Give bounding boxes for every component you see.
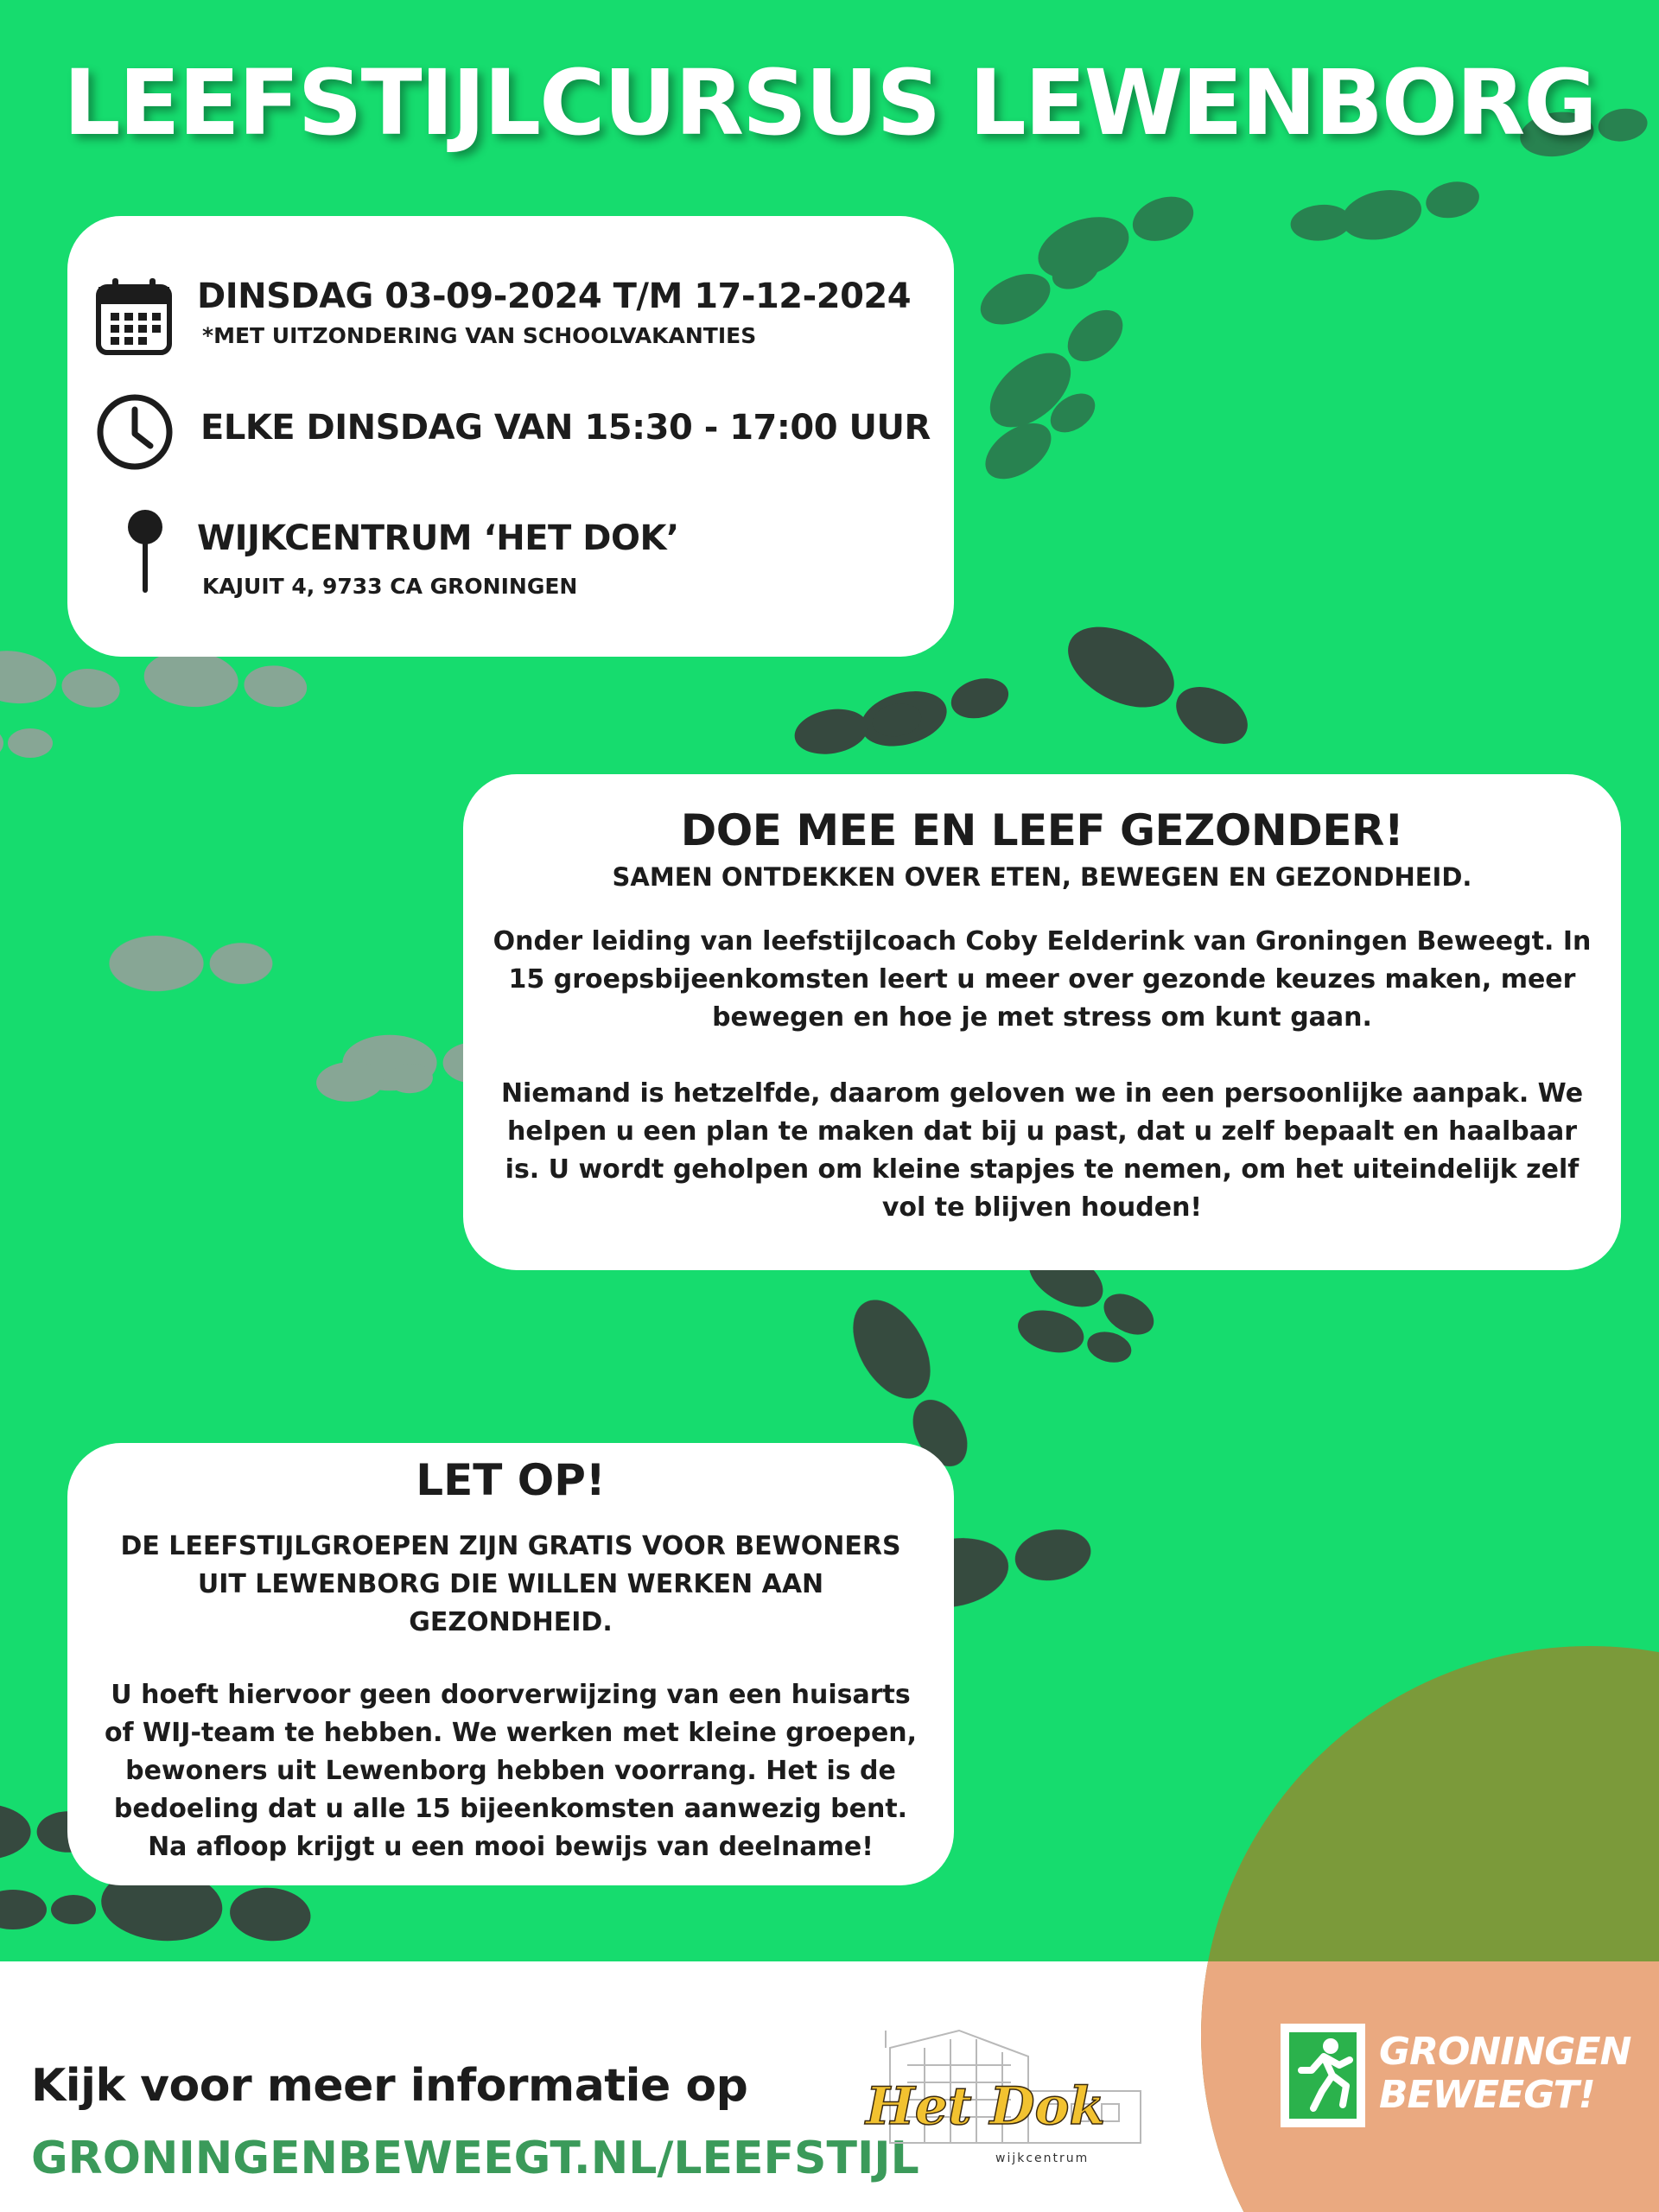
het-dok-logo-title: Het Dok — [866, 2076, 1106, 2137]
page-title: LEEFSTIJLCURSUS LEWENBORG — [63, 50, 1596, 156]
date-note: *MET UITZONDERING VAN SCHOOLVAKANTIES — [202, 323, 757, 348]
location-address: KAJUIT 4, 9733 CA GRONINGEN — [202, 574, 578, 599]
het-dok-logo — [855, 2013, 1175, 2177]
groningen-beweegt-logo — [1279, 2022, 1631, 2134]
doe-mee-subheading: SAMEN ONTDEKKEN OVER ETEN, BEWEGEN EN GEZONDHEID. — [612, 862, 1472, 892]
let-op-body-text: U hoeft hiervoor geen doorverwijzing van een huisarts of WIJ-team te hebben. We werken met kleine groepen, bewoners uit Lewenborg hebben voorrang. Het is de bedoeling dat u alle 15 bijeenkomsten aanwezig bent. Na afloop krijgt u een mooi bewijs van deelname! — [104, 1680, 918, 1862]
groningen-beweegt-text — [1379, 2031, 1630, 2117]
let-op-heading: LET OP! — [416, 1455, 606, 1505]
doe-mee-heading: DOE MEE EN LEEF GEZONDER! — [680, 805, 1404, 855]
let-op-upper-text: DE LEEFSTIJLGROEPEN ZIJN GRATIS VOOR BEWONERS UIT LEWENBORG DIE WILLEN WERKEN AAN GEZONDHEID. — [120, 1531, 901, 1637]
footer-url-link[interactable]: GRONINGENBEWEEGT.NL/LEEFSTIJL — [31, 2133, 919, 2184]
gb-line-1: GRONINGEN — [1379, 2030, 1631, 2074]
let-op-card — [67, 1443, 954, 1885]
time-line: ELKE DINSDAG VAN 15:30 - 17:00 UUR — [200, 408, 931, 448]
location-name: WIJKCENTRUM ‘HET DOK’ — [197, 518, 679, 558]
het-dok-logo-subtitle: wijkcentrum — [995, 2152, 1090, 2165]
doe-mee-card — [463, 774, 1621, 1270]
info-card — [67, 216, 954, 657]
calendar-icon — [86, 270, 181, 365]
clock-icon — [86, 384, 181, 479]
running-man-icon — [1279, 2022, 1367, 2129]
footer-label: Kijk voor meer informatie op — [31, 2060, 748, 2112]
gb-line-2: BEWEEGT! — [1379, 2073, 1595, 2117]
date-line: DINSDAG 03-09-2024 T/M 17-12-2024 — [197, 276, 912, 316]
doe-mee-paragraph-1: Onder leiding van leefstijlcoach Coby Eelderink van Groningen Beweegt. In 15 groepsbijeenkomsten leert u meer over gezonde keuzes maken, meer bewegen en hoe je met stress om kunt gaan. — [493, 926, 1592, 1033]
map-pin-icon — [86, 503, 181, 598]
doe-mee-paragraph-2: Niemand is hetzelfde, daarom geloven we in een persoonlijke aanpak. We helpen u een plan te maken dat bij u past, dat u zelf bepaalt en haalbaar is. U wordt geholpen om kleine stapjes te nemen, om het uiteindelijk zelf vol te blijven houden! — [500, 1078, 1584, 1223]
